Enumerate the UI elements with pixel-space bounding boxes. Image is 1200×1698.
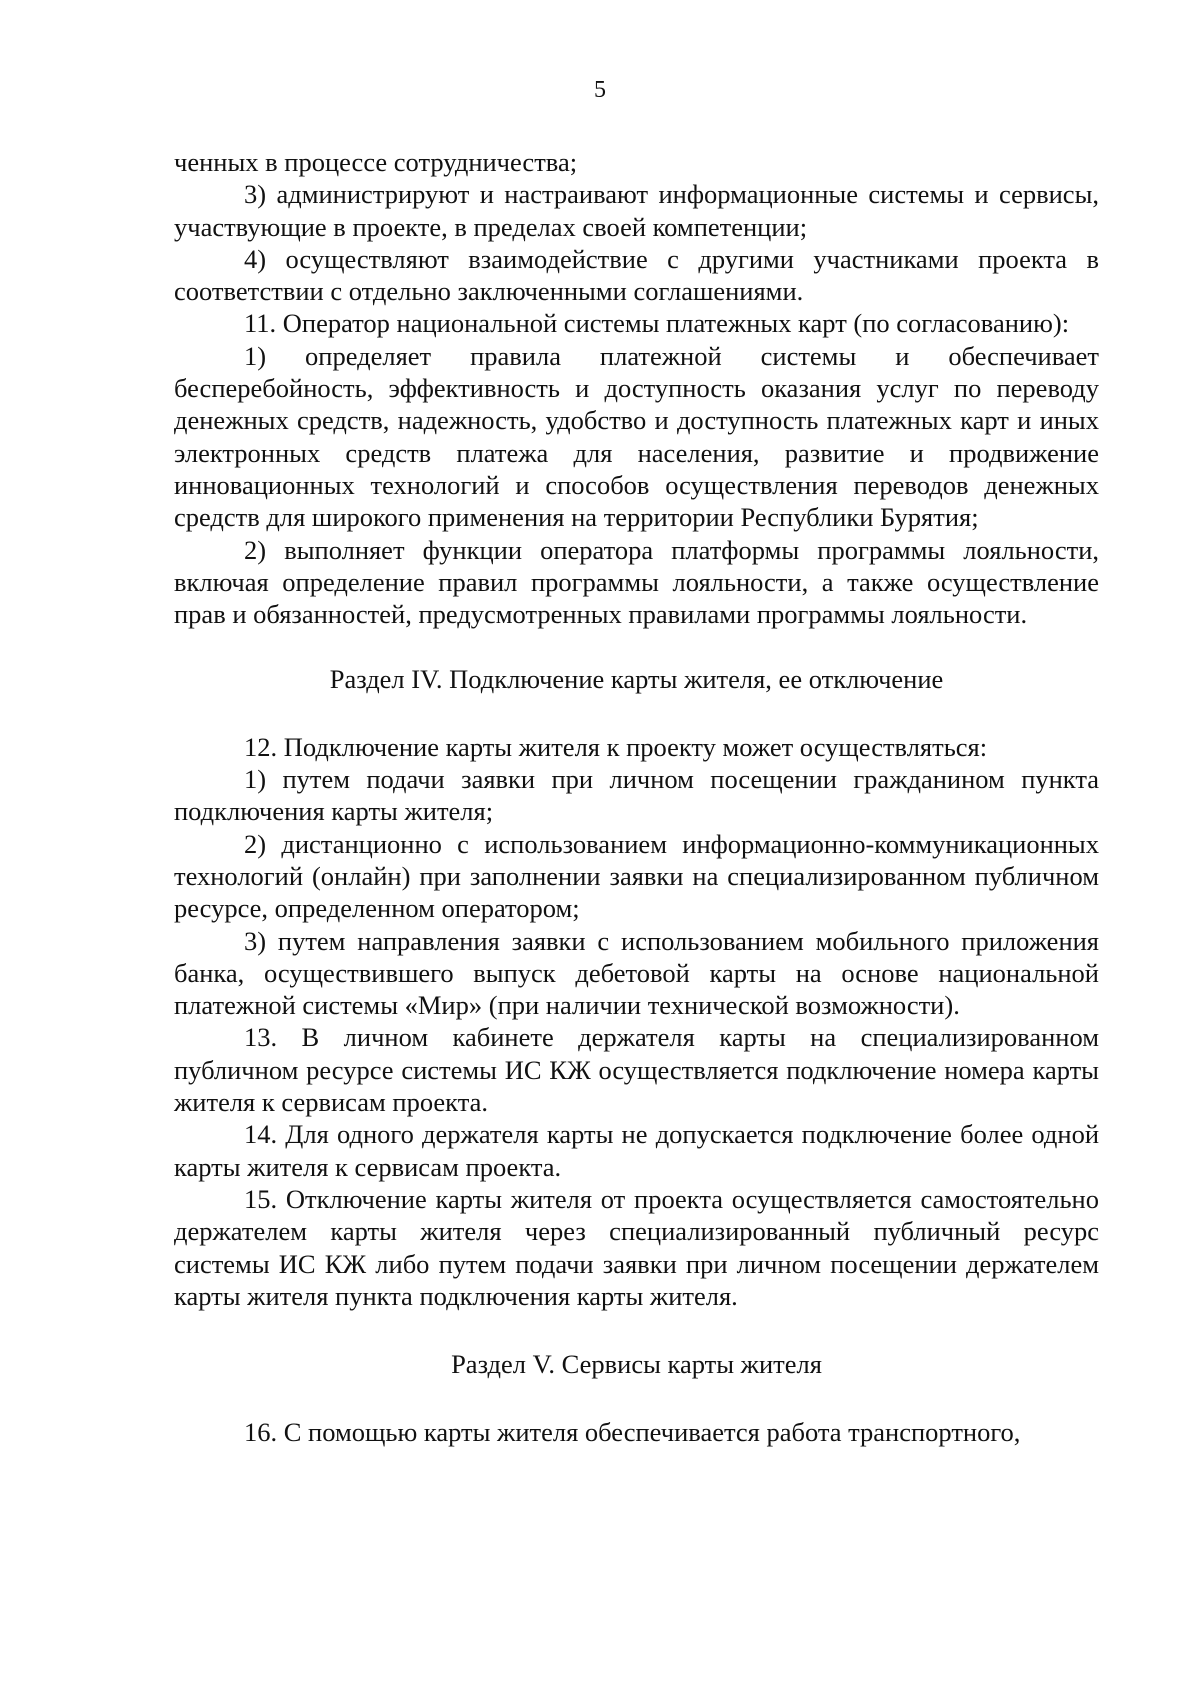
section-5-paragraphs [174, 1416, 1099, 1448]
paragraph: 1) определяет правила платежной системы и обеспечивает бесперебойность, эффективность и доступность оказания услуг по переводу денежных средств, надежность, удобство и доступность платежных карт и иных электронных средств платежа для населения, развитие и продвижение инновационных технологий и способов осуществления переводов денежных средств для широкого применения на территории Республики Бурятия; [174, 340, 1099, 533]
paragraph: 2) выполняет функции оператора платформы программы лояльности, включая определение правил программы лояльности, а также осуществление прав и обязанностей, предусмотренных правилами программы лояльности. [174, 534, 1099, 630]
paragraph: 4) осуществляют взаимодействие с другими участниками проекта в соответствии с отдельно заключенными соглашениями. [174, 243, 1099, 307]
paragraph: ченных в процессе сотрудничества; [174, 147, 578, 177]
paragraph: 15. Отключение карты жителя от проекта осуществляется самостоятельно держателем карты жителя через специализированный публичный ресурс системы ИС КЖ либо путем подачи заявки при личном посещении держателем карты жителя пункта подключения карты жителя. [174, 1183, 1099, 1311]
paragraph: 12. Подключение карты жителя к проекту может осуществляться: [244, 731, 988, 762]
section-4-title: Раздел IV. Подключение карты жителя, ее отключение [329, 664, 944, 695]
paragraph: 16. С помощью карты жителя обеспечивается работа транспортного, [244, 1417, 1021, 1448]
paragraph: 1) путем подачи заявки при личном посещении гражданином пункта подключения карты жителя; [174, 764, 1099, 827]
document-body [174, 146, 1099, 1449]
paragraphs-top [174, 146, 1099, 630]
paragraph: 3) путем направления заявки с использованием мобильного приложения банка, осуществившего выпуск дебетовой карты на основе национальной платежной системы «Мир» (при наличии технической возможности). [174, 925, 1099, 1021]
section-5-title: Раздел V. Сервисы карты жителя [451, 1349, 822, 1380]
section-4-paragraphs [174, 731, 1099, 1312]
paragraph: 2) дистанционно с использованием информационно-коммуникационных технологий (онлайн) при заполнении заявки на специализированном публичном ресурсе, определенном оператором; [174, 828, 1099, 924]
page-number: 5 [594, 77, 606, 103]
paragraph: 14. Для одного держателя карты не допускается подключение более одной карты жителя к сервисам проекта. [174, 1119, 1099, 1182]
paragraph: 13. В личном кабинете держателя карты на специализированном публичном ресурсе системы ИС КЖ осуществляется подключение номера карты жителя к сервисам проекта. [174, 1022, 1099, 1118]
paragraph: 11. Оператор национальной системы платежных карт (по согласованию): [244, 308, 1070, 339]
paragraph: 3) администрируют и настраивают информационные системы и сервисы, участвующие в проекте, в пределах своей компетенции; [174, 179, 1099, 242]
